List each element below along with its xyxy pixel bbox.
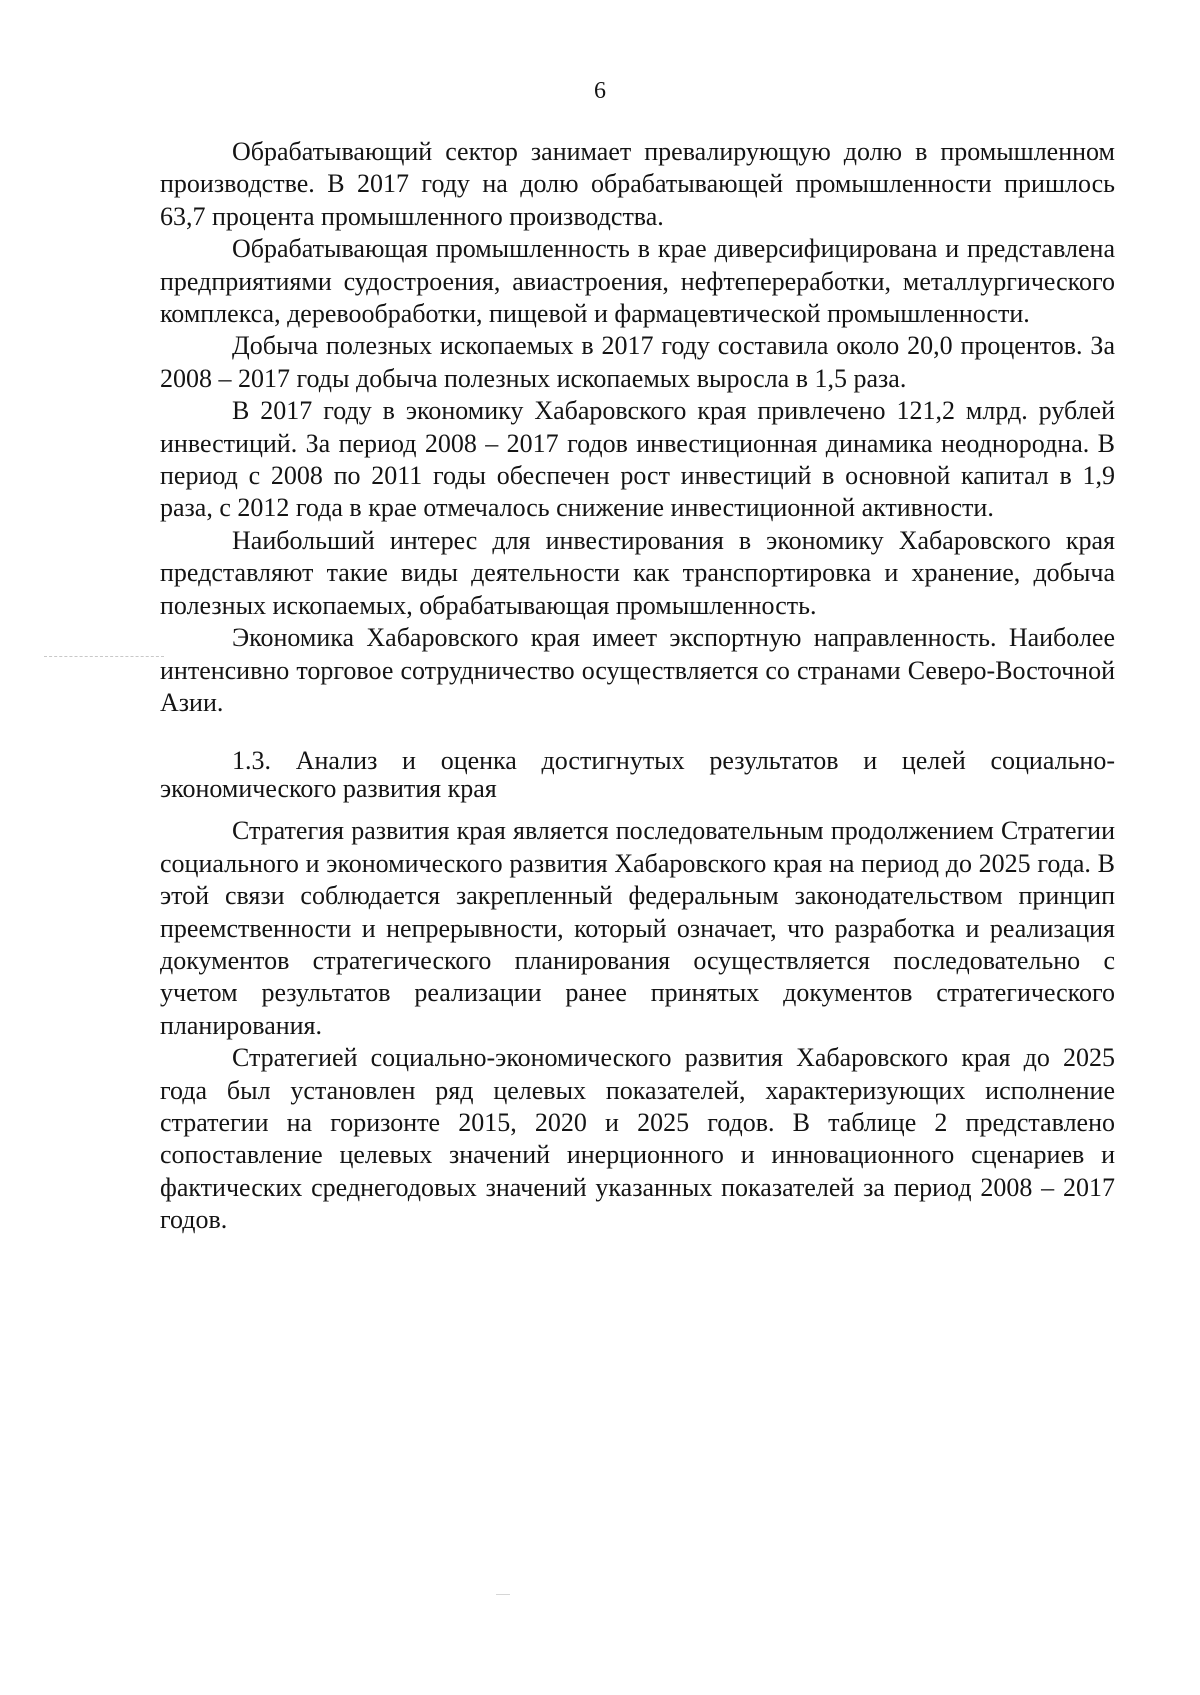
- scan-artifact-line: [44, 656, 164, 657]
- paragraph-investment: В 2017 году в экономику Хабаровского края привлечено 121,2 млрд. рублей инвестиций. За период 2008 – 2017 годов инвестиционная динамика неоднородна. В период с 2008 по 2011 годы обеспечен рост инвестиций в основной капитал в 1,9 раза, с 2012 года в крае отмечалось снижение инвестиционной активности.: [160, 396, 1115, 523]
- document-body: [160, 136, 1115, 1237]
- paragraph-mining: Добыча полезных ископаемых в 2017 году составила около 20,0 процентов. За 2008 – 2017 годы добыча полезных ископаемых выросла в 1,5 раза.: [160, 331, 1115, 393]
- scan-artifact-dot: [496, 1594, 510, 1595]
- paragraph-target-indicators: Стратегией социально-экономического развития Хабаровского края до 2025 года был установлен ряд целевых показателей, характеризующих исполнение стратегии на горизонте 2015, 2020 и 2025 годов. В таблице 2 представлено сопоставление целевых значений инерционного и инновационного сценариев и фактических среднегодовых значений указанных показателей за период 2008 – 2017 годов.: [160, 1043, 1115, 1235]
- paragraph-investment-interest: Наибольший интерес для инвестирования в экономику Хабаровского края представляют такие виды деятельности как транспортировка и хранение, добыча полезных ископаемых, обрабатывающая промышленность.: [160, 525, 1115, 620]
- paragraph-strategy-continuity: Стратегия развития края является последовательным продолжением Стратегии социального и экономического развития Хабаровского края на период до 2025 года. В этой связи соблюдается закрепленный федеральным законодательством принцип преемственности и непрерывности, который означает, что разработка и реализация документов стратегического планирования осуществляется последовательно с учетом результатов реализации ранее принятых документов стратегического планирования.: [160, 816, 1115, 1040]
- paragraph-manufacturing-diversification: Обрабатывающая промышленность в крае диверсифицирована и представлена предприятиями судостроения, авиастроения, нефтепереработки, металлургического комплекса, деревообработки, пищевой и фармацевтической промышленности.: [160, 234, 1115, 329]
- paragraph-export: Экономика Хабаровского края имеет экспортную направленность. Наиболее интенсивно торговое сотрудничество осуществляется со странами Северо-Восточной Азии.: [160, 623, 1115, 717]
- page-number: 6: [594, 78, 606, 104]
- paragraph-manufacturing-share: Обрабатывающий сектор занимает превалирующую долю в промышленном производстве. В 2017 году на долю обрабатывающей промышленности пришлось 63,7 процента промышленного производства.: [160, 137, 1115, 231]
- section-heading: 1.3. Анализ и оценка достигнутых результатов и целей социально-экономического развития края: [160, 746, 1115, 804]
